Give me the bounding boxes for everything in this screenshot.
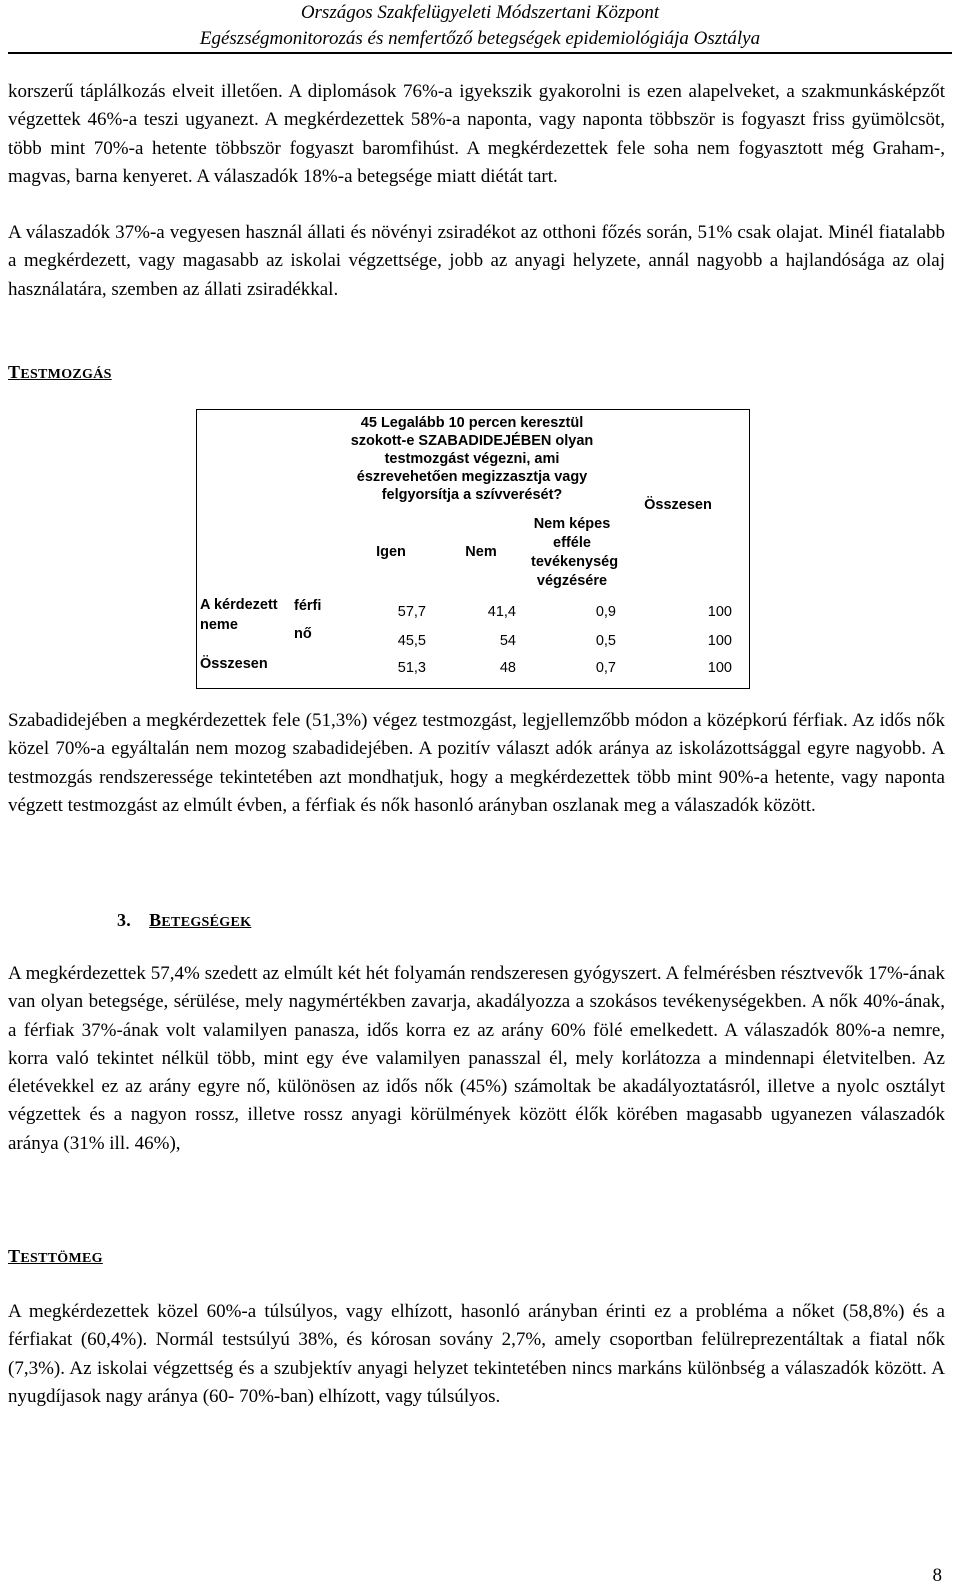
- table-row-label: Összesen: [200, 656, 268, 672]
- heading-rest: ESTMOZGÁS: [20, 367, 112, 382]
- table-total-header: Összesen: [644, 497, 712, 513]
- header-institution: Országos Szakfelügyeleti Módszertani Központ: [300, 2, 660, 23]
- document-header: [0, 0, 960, 52]
- header-divider: [8, 52, 952, 54]
- table-cell: 0,5: [595, 633, 616, 649]
- exercise-table: [196, 409, 750, 689]
- table-cell: 100: [707, 604, 732, 620]
- weight-paragraph: A megkérdezettek közel 60%-a túlsúlyos, vagy elhízott, hasonló arányban érinti ez a probléma a nőket (58,8%) és a férfiakat (60,4%). Normál testsúlyú 38%, és kórosan sovány 2,7%, amely csoportban felülreprezentáltak a fiatal nők (7,3%). Az iskolai végzettség és a szubjektív anyagi helyzet tekintetében nincs markáns különbség a válaszadók között. A nyugdíjasok nagy aránya (60- 70%-ban) elhízott, vagy túlsúlyos.: [8, 1301, 945, 1407]
- heading-rest: ESTTÖMEG: [20, 1251, 103, 1266]
- table-cell: 100: [707, 633, 732, 649]
- page-number: 8: [932, 1565, 942, 1586]
- table-col-yes: Igen: [376, 544, 406, 560]
- table-cell: 57,7: [397, 604, 426, 620]
- table-col-no: Nem: [465, 544, 497, 560]
- section-heading-diseases: [117, 910, 251, 931]
- heading-rest: ETEGSÉGEK: [161, 915, 252, 930]
- intro-paragraph-1: korszerű táplálkozás elveit illetően. A diplomások 76%-a igyekszik gyakorolni is ezen alapelveket, a szakmunkásképzőt végzettek 46%-a teszi ugyanezt. A megkérdezettek 58%-a naponta, vagy naponta többször is fogyaszt friss gyümölcsöt, több mint 70%-a hetente többször fogyaszt baromfihúst. A megkérdezettek fele soha nem fogyasztott még Graham-, magvas, barna kenyeret. A válaszadók 18%-a betegsége miatt diétát tart.: [8, 81, 945, 187]
- intro-paragraph-2: A válaszadók 37%-a vegyesen használ állati és növényi zsiradékot az otthoni főzés során, 51% csak olajat. Minél fiatalabb a megkérdezett, vagy magasabb az iskolai végzettsége, jobb az anyagi helyzete, annál nagyobb a hajlandósága az olaj használatára, szemben az állati zsiradékkal.: [8, 222, 945, 300]
- section-heading-exercise: [8, 362, 112, 383]
- section-heading-weight: [8, 1246, 103, 1267]
- table-cell: 48: [499, 660, 516, 676]
- diseases-paragraph: A megkérdezettek 57,4% szedett az elmúlt két hét folyamán rendszeresen gyógyszert. A felmérésben résztvevők 17%-ának van olyan betegsége, sérülése, mely nagymértékben zavarja, akadályozza a szokásos tevékenységekben. A nők 40%-ának, a férfiak 37%-ának volt valamilyen panasza, idős korra ez az arány 60% fölé emelkedett. A válaszadók 80%-a nemre, korra való tekintet nélkül több, mint egy éve valamilyen panasszal él, mely korlátozza a mindennapi életvitelben. Az életévekkel ez az arány egyre nő, különösen az idős nők (45%) számoltak be akadályoztatásról, illetve a nyolc osztályt végzettek és a nagyon rossz, illetve rossz anyagi körülmények között élők körében magasabb ugyanezen válaszadók aránya (31% ill. 46%),: [8, 963, 945, 1154]
- heading-initial: T: [8, 362, 21, 382]
- table-cell: 0,7: [595, 660, 616, 676]
- table-question-header: 45 Legalább 10 percen keresztül szokott-e SZABADIDEJÉBEN olyan testmozgást végezni, ami észrevehetően megizzasztja vagy felgyorsítja a szívverését?: [350, 415, 594, 503]
- table-cell: 100: [707, 660, 732, 676]
- heading-initial: T: [8, 1246, 21, 1266]
- table-cell: 41,4: [487, 604, 516, 620]
- section-number: 3.: [117, 910, 132, 930]
- table-cell: 54: [499, 633, 516, 649]
- header-department: Egészségmonitorozás és nemfertőző betegségek epidemiológiája Osztálya: [199, 28, 761, 49]
- table-cell: 45,5: [397, 633, 426, 649]
- table-row-label: férfi: [294, 598, 322, 614]
- table-col-unable: Nem képes efféle tevékenység végzésére: [531, 516, 619, 589]
- table-cell: 51,3: [397, 660, 426, 676]
- exercise-paragraph: Szabadidejében a megkérdezettek fele (51,3%) végez testmozgást, legjellemzőbb módon a középkorú férfiak. Az idős nők közel 70%-a egyáltalán nem mozog szabadidejében. A pozitív választ adók aránya az iskolázottsággal egyre nagyobb. A testmozgás rendszeressége tekintetében azt mondhatjuk, hogy a megkérdezettek több mint 90%-a hetente, vagy naponta végzett testmozgást az elmúlt évben, a férfiak és nők hasonló arányban oszlanak meg a válaszadók között.: [8, 710, 945, 816]
- heading-initial: B: [149, 910, 162, 930]
- table-row-label: nő: [294, 626, 312, 642]
- table-cell: 0,9: [595, 604, 616, 620]
- table-row-group-label: A kérdezett neme: [200, 597, 278, 633]
